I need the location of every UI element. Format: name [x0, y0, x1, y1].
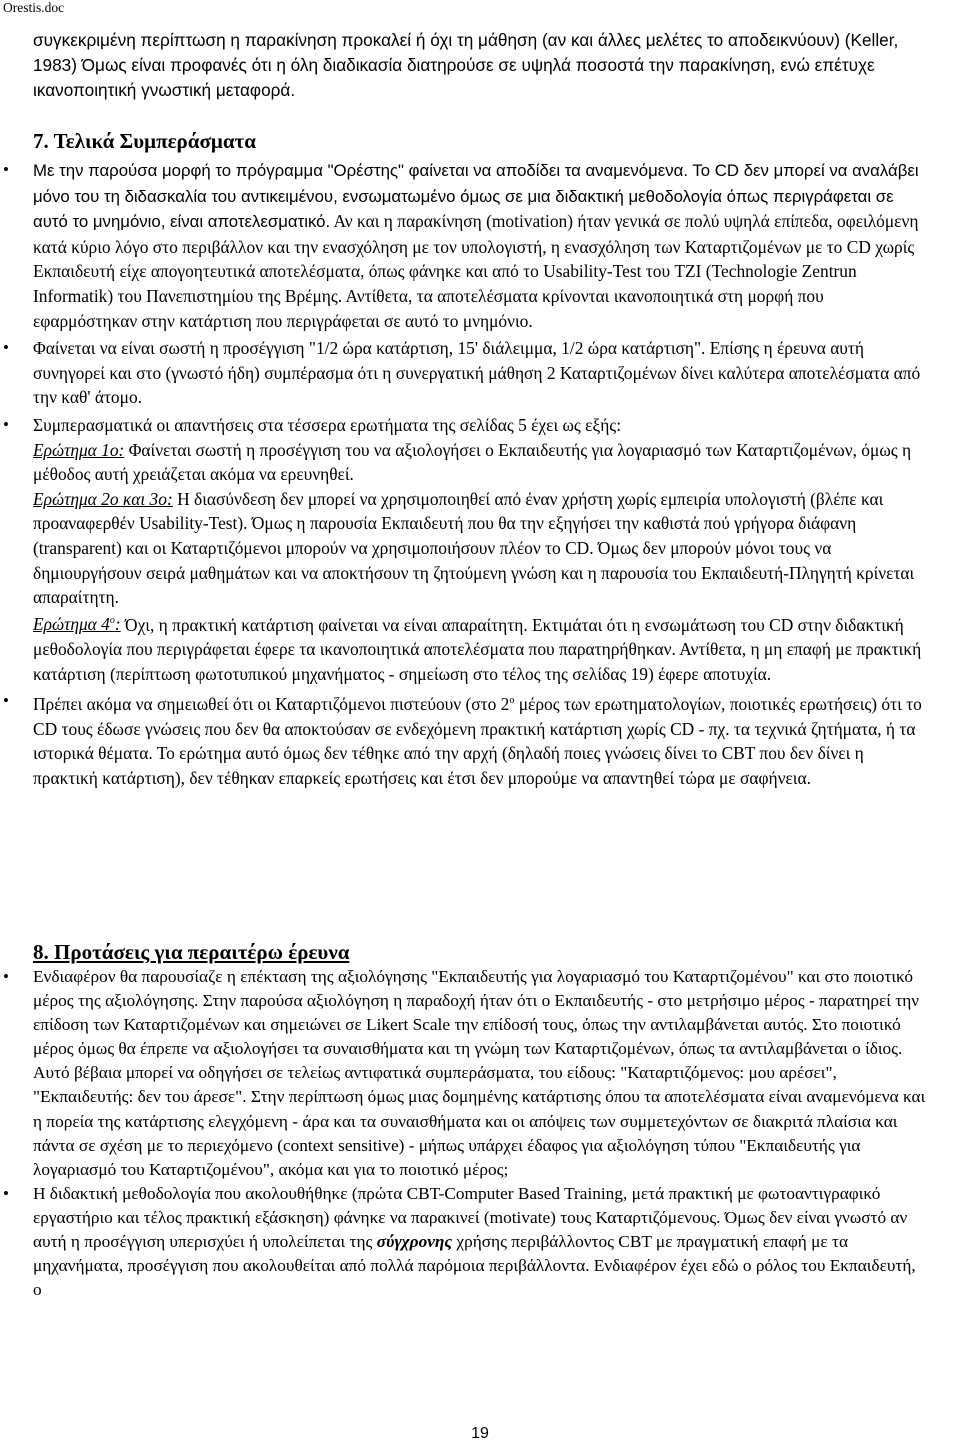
- conclusion-text-sans: Με την παρούσα μορφή το πρόγραμμα "Ορέστης" φαίνεται να αποδίδει τα αναμενόμενα. Το CD δεν μπορεί να αναλάβει μόνο του τη διδασκαλία του αντικειμένου, ενσωματωμένο όμως σε μια διδακτική μεθοδολογία όπως περιγράφεται σε αυτό το μνημόνιο, είναι αποτελεσματικό.: [33, 161, 919, 232]
- question-4-answer: Όχι, η πρακτική κατάρτιση φαίνεται να είναι απαραίτητη. Εκτιμάται ότι η ενσωμάτωση του CD στην διδακτική μεθοδολογία που περιγράφεται έφερε τα ικανοποιητικά αποτελέσματα που παρατηρήθηκαν. Αντίθετα, η μη επαφή με πρακτική κατάρτιση (περίπτωση φωτοτυπικού μηχανήματος - σημείωση στο τέλος της σελίδας 19) έφερε αποτυχία.: [33, 614, 922, 684]
- bullet-icon: •: [3, 160, 9, 179]
- intro-paragraph: συγκεκριμένη περίπτωση η παρακίνηση προκαλεί ή όχι τη μάθηση (αν και άλλες μελέτες το αποδεικνύουν) (Keller, 1983) Όμως είναι προφανές ότι η όλη διαδικασία διατηρούσε σε υψηλά ποσοστά την παρακίνηση, ενώ επέτυχε ικανοποιητική γνωστική μεταφορά.: [33, 30, 899, 100]
- section-8-heading: 8. Προτάσεις για περαιτέρω έρευνα: [33, 940, 350, 964]
- list-item: [3, 965, 927, 1182]
- proposal-text: Η διδακτική μεθοδολογία που ακολουθήθηκε (πρώτα CBT-Computer Based Training, μετά πρακτική με φωτοαντιγραφικό εργαστήριο και τέλος πρακτική εξάσκηση) φάνηκε να παρακινεί (motivate) τους Καταρτιζόμενους. Όμως δεν είναι γνωστό αν αυτή η προσέγγιση υπερισχύει ή υπολείπεται της σύγχρονης χρήσης περιβάλλοντος CBT με πραγματική επαφή με τα μηχανήματα, προσέγγιση που ακολουθείται από πολλά παρόμοια περιβάλλοντα. Ενδιαφέρον έχει εδώ ο ρόλος του Εκπαιδευτή, ο: [33, 1183, 916, 1300]
- list-item: [3, 413, 927, 686]
- list-item: [3, 336, 927, 410]
- question-1-answer: Φαίνεται σωστή η προσέγγιση του να αξιολογήσει ο Εκπαιδευτής για λογαριασμό των Καταρτιζομένων, όμως η μέθοδος αυτή χρειάζεται ακόμα να ερευνηθεί.: [33, 439, 912, 485]
- conclusion-text: Αν και η παρακίνηση (motivation) ήταν γενικά σε πολύ υψηλά επίπεδα, οφειλόμενη κατά κύριο λόγο στο περιβάλλον και την ενασχόληση με τον υπολογιστή, η ενασχόληση των Καταρτιζομένων με το CD χωρίς Εκπαιδευτή είχε απογοητευτικά αποτελέσματα, όπως φάνηκε και από το Usability-Test του TZI (Technologie Zentrun Informatik) του Πανεπιστημίου της Βρέμης. Αντίθετα, τα αποτελέσματα κρίνονται ικανοποιητικά στη μορφή που εφαρμόστηκαν στην κατάρτιση που περιγράφεται σε αυτό το μνημόνιο.: [33, 211, 919, 331]
- list-item: [3, 689, 927, 790]
- question-1-label: Ερώτημα 1ο:: [33, 439, 125, 460]
- conclusion-text: Πρέπει ακόμα να σημειωθεί ότι οι Καταρτιζόμενοι πιστεύουν (στο $2^o$ μέρος των ερωτηματολογίων, ποιοτικές ερωτήσεις) ότι το CD τους έδωσε γνώσεις που δεν θα αποκτούσαν σε ενδεχόμενη πρακτική κατάρτιση χωρίς CD - πχ. τα τεχνικά ζητήματα, ή τα ιστορικά θέματα. Το ερώτημα αυτό όμως δεν τέθηκε από την αρχή (δηλαδή ποιες γνώσεις δίνει το CBT που δεν δίνει η πρακτική κατάρτιση), δεν τέθηκαν επαρκείς ερωτήσεις και έτσι δεν μπορούμε να απαντηθεί τώρα με σαφήνεια.: [33, 694, 922, 788]
- question-2-3-answer: Η διασύνδεση δεν μπορεί να χρησιμοποιηθεί από έναν χρήστη χωρίς εμπειρία υπολογιστή (βλέπε και προαναφερθέν Usability-Test). Όμως η παρουσία Εκπαιδευτή που θα την εξηγήσει την καθιστά πού γρήγορα διάφανη (transparent) και οι Καταρτιζόμενοι μπορούν να χρησιμοποιήσουν πλέον το CD. Όμως δεν μπορούν μόνοι τους να δημιουργήσουν σειρά μαθημάτων και να αποκτήσουν τη ζητούμενη γνώση και η παρουσία του Εκπαιδευτή-Πληγητή κρίνεται απαραίτητη.: [33, 488, 915, 608]
- section-8-list: [3, 965, 927, 1302]
- proposal-text: Ενδιαφέρον θα παρουσίαζε η επέκταση της αξιολόγησης "Εκπαιδευτής για λογαριασμό του Καταρτιζομένου" και στο ποιοτικό μέρος της αξιολόγησης. Στην παρούσα αξιολόγηση η παραδοχή ήταν ότι ο Εκπαιδευτής - στο μετρήσιμο μέρος - παρατηρεί την επίδοση των Καταρτιζομένων και σημειώνει σε Likert Scale την επίδοσή τους, όπως την αντιλαμβάνεται αυτός. Στο ποιοτικό μέρος όμως θα έπρεπε να αξιολογήσει τα συναισθήματα και τη γνώμη των Καταρτιζομένων, όπως τα αντιλαμβάνεται ο ίδιος. Αυτό βέβαια μπορεί να οδηγήσει σε τελείως αντιφατικά συμπεράσματα, του είδους: "Καταρτιζόμενος: μου αρέσει", "Εκπαιδευτής: δεν του άρεσε". Στην περίπτωση όμως μιας δομημένης κατάρτισης όπου τα αποτελέσματα είναι αναμενόμενα και η πορεία της κατάρτισης ελεγχόμενη - άρα και τα συναισθήματα και οι απόψεις των συμμετεχόντων σε διακριτά πλαίσια και πάντα σε σχέση με το περιεχόμενο (context sensitive) - μήπως υπάρχει έδαφος για αξιολόγηση τύπου "Εκπαιδευτής για λογαριασμό του Καταρτιζομένου", ακόμα και για το ποιοτικό μέρος;: [33, 967, 926, 1179]
- section-7-list: [3, 158, 927, 790]
- page-number: 19: [471, 1425, 489, 1442]
- list-item: [3, 1182, 927, 1302]
- document-filename: Orestis.doc: [3, 0, 65, 15]
- bullet-icon: •: [3, 967, 9, 986]
- conclusion-text: Φαίνεται να είναι σωστή η προσέγγιση "1/2 ώρα κατάρτιση, 15' διάλειμμα, 1/2 ώρα κατάρτιση". Επίσης η έρευνα αυτή συνηγορεί και στο (γνωστό ήδη) συμπέρασμα ότι η συνεργατική μάθηση 2 Καταρτιζομένων δίνει καλύτερα αποτελέσματα από την καθ' άτομο.: [33, 338, 921, 408]
- bullet-icon: •: [3, 414, 9, 434]
- question-4-label: Ερώτημα $4^o$:: [33, 614, 121, 635]
- section-7-heading: 7. Τελικά Συμπεράσματα: [33, 129, 256, 153]
- question-2-3-label: Ερώτημα 2ο και 3ο:: [33, 488, 173, 509]
- bullet-icon: •: [3, 1183, 9, 1203]
- emphasis-text: σύγχρονης: [376, 1232, 453, 1252]
- list-item: [3, 158, 927, 333]
- bullet-icon: •: [3, 338, 9, 358]
- answers-intro: Συμπερασματικά οι απαντήσεις στα τέσσερα ερωτήματα της σελίδας 5 έχει ως εξής:: [33, 414, 622, 435]
- bullet-icon: •: [3, 691, 9, 711]
